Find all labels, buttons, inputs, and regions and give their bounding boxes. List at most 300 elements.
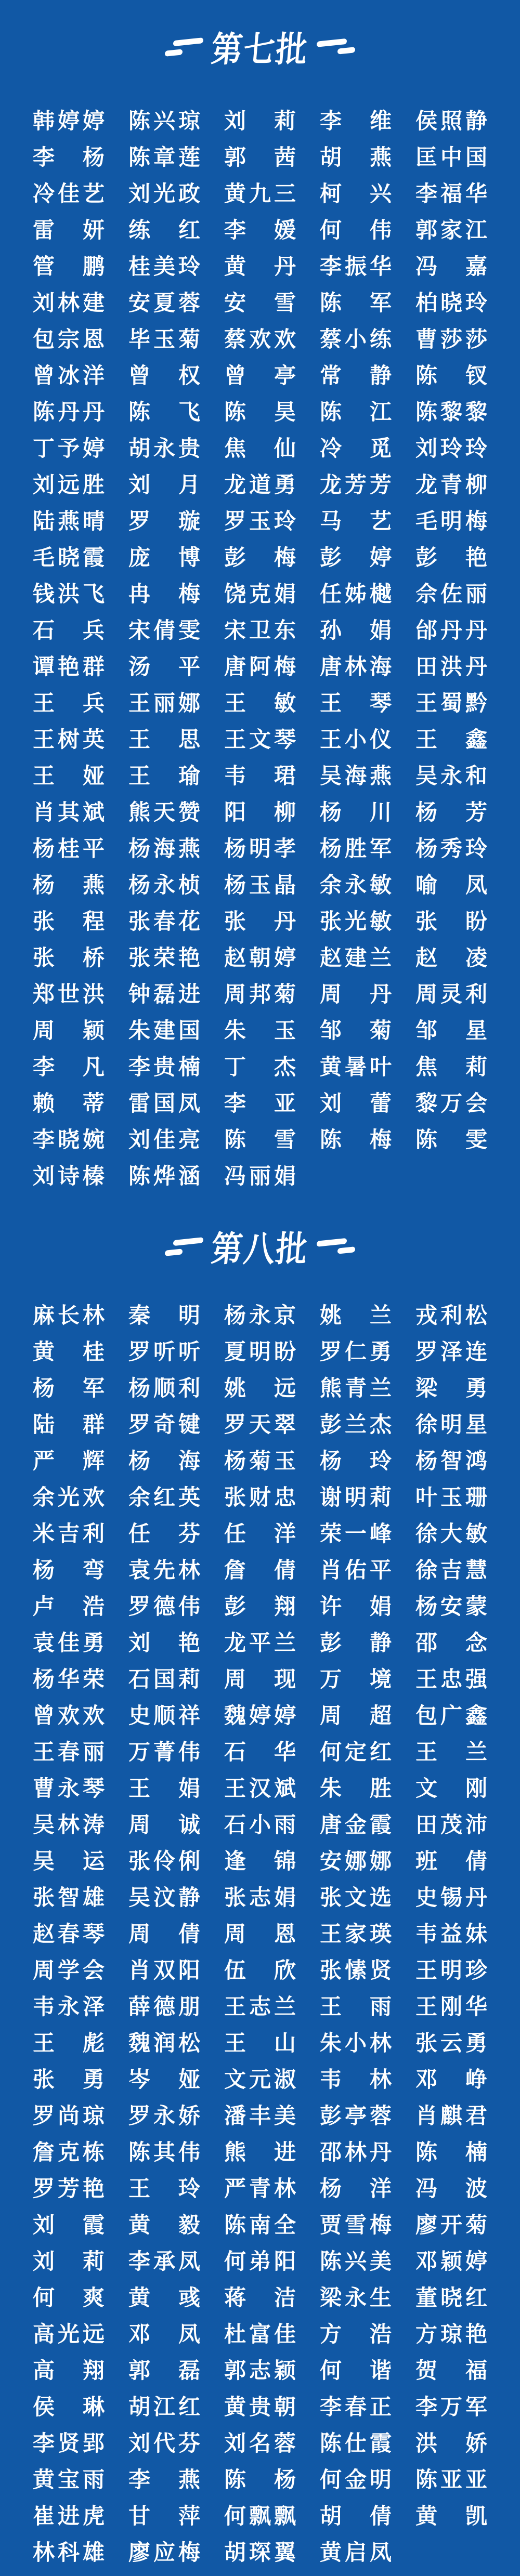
- person-name: 王 明 珍: [415, 1957, 487, 1983]
- person-name: 李 凡: [33, 1054, 105, 1080]
- person-name: 周 颖: [33, 1018, 105, 1043]
- person-name: 王 娟: [128, 1776, 200, 1801]
- person-name: 唐 阿 梅: [224, 654, 296, 679]
- person-name: 杨 华 荣: [33, 1666, 105, 1692]
- person-name: 钱 洪 飞: [33, 581, 105, 607]
- person-name: 方 琼 艳: [415, 2321, 487, 2347]
- person-name: 张 文 选: [320, 1885, 392, 1910]
- person-name: 罗 听 听: [128, 1339, 200, 1364]
- person-name: 郭 志 颖: [224, 2358, 296, 2383]
- person-name: 肖 麒 君: [415, 2103, 487, 2128]
- person-name: 刘 林 建: [33, 290, 105, 316]
- person-name: 王 春 丽: [33, 1739, 105, 1765]
- person-name: 王 树 英: [33, 727, 105, 752]
- person-name: 吴 运: [33, 1848, 105, 1874]
- person-name: 韦 益 妹: [415, 1921, 487, 1947]
- person-name: 黄 丹: [224, 254, 296, 279]
- person-name: 彭 婷: [320, 545, 392, 570]
- person-name: 蔡 欢 欢: [224, 326, 296, 352]
- person-name: 吴 汶 静: [128, 1885, 200, 1910]
- person-name: 何 弟 阳: [224, 2249, 296, 2274]
- person-name: 赵 凌: [415, 945, 487, 970]
- person-name: 何 伟: [320, 217, 392, 243]
- title-decoration-left: [165, 33, 203, 61]
- person-name: 李 贤 郢: [33, 2430, 105, 2456]
- person-name: 王 玲: [128, 2176, 200, 2201]
- person-name: 胡 倩: [320, 2503, 392, 2529]
- person-name: 汤 平: [128, 654, 200, 679]
- person-name: 赵 春 琴: [33, 1921, 105, 1947]
- person-name: 黎 万 会: [415, 1090, 487, 1116]
- person-name: 董 晓 红: [415, 2285, 487, 2310]
- person-name: 刘 代 芬: [128, 2430, 200, 2456]
- person-name: 王 雨: [320, 1994, 392, 2019]
- person-name: 宋 卫 东: [224, 617, 296, 643]
- person-name: 班 倩: [415, 1848, 487, 1874]
- person-name: 侯 琳: [33, 2394, 105, 2420]
- person-name: 罗 仁 勇: [320, 1339, 392, 1364]
- person-name: 肖 佑 平: [320, 1557, 392, 1583]
- person-name: 韦 珺: [224, 763, 296, 788]
- person-name: 肖 其 斌: [33, 799, 105, 825]
- person-name: 陈 楠: [415, 2139, 487, 2165]
- person-name: 王 思: [128, 727, 200, 752]
- person-name: 邹 菊: [320, 1018, 392, 1043]
- person-name: 周 邦 菊: [224, 981, 296, 1007]
- person-name: 钟 磊 进: [128, 981, 200, 1007]
- person-name: 何 金 明: [320, 2467, 392, 2492]
- person-name: 宋 倩 雯: [128, 617, 200, 643]
- person-name: 张 智 雄: [33, 1885, 105, 1910]
- person-name: 黄 九 三: [224, 181, 296, 206]
- person-name: 崔 进 虎: [33, 2503, 105, 2529]
- person-name: 李 晓 婉: [33, 1127, 105, 1152]
- person-name: 林 科 雄: [33, 2540, 105, 2565]
- person-name: 郑 世 洪: [33, 981, 105, 1007]
- person-name: 谭 艳 群: [33, 654, 105, 679]
- person-name: 彭 艳: [415, 545, 487, 570]
- person-name: 马 艺: [320, 508, 392, 534]
- person-name: 毛 明 梅: [415, 508, 487, 534]
- person-name: 郭 家 江: [415, 217, 487, 243]
- person-name: 安 雪: [224, 290, 296, 316]
- person-name: 吴 林 涛: [33, 1812, 105, 1837]
- person-name: 胡 琛 翼: [224, 2540, 296, 2565]
- person-name: 张 愫 贤: [320, 1957, 392, 1983]
- person-name: 王 汉 斌: [224, 1776, 296, 1801]
- person-name: 伍 欣: [224, 1957, 296, 1983]
- person-name: 张 春 花: [128, 909, 200, 934]
- person-name: 佘 佐 丽: [415, 581, 487, 607]
- person-name: 包 宗 恩: [33, 326, 105, 352]
- person-name: 田 洪 丹: [415, 654, 487, 679]
- person-name: 彭 梅: [224, 545, 296, 570]
- person-name: 刘 诗 榛: [33, 1163, 105, 1189]
- person-name: 杨 智 鸿: [415, 1448, 487, 1474]
- person-name: 邹 星: [415, 1018, 487, 1043]
- person-name: 张 光 敏: [320, 909, 392, 934]
- person-name: 罗 玉 玲: [224, 508, 296, 534]
- batch-8-name-grid: [0, 1297, 520, 2571]
- person-name: 熊 进: [224, 2139, 296, 2165]
- person-name: 吴 海 燕: [320, 763, 392, 788]
- person-name: 王 鑫: [415, 727, 487, 752]
- title-decoration-left: [165, 1232, 203, 1260]
- title-decoration-right: [317, 1232, 355, 1260]
- person-name: 张 勇: [33, 2067, 105, 2092]
- person-name: 冯 波: [415, 2176, 487, 2201]
- person-name: 陈 钗: [415, 363, 487, 388]
- person-name: 邰 丹 丹: [415, 617, 487, 643]
- person-name: 王 忠 强: [415, 1666, 487, 1692]
- person-name: 周 诚: [128, 1812, 200, 1837]
- person-name: 李 维: [320, 108, 392, 134]
- person-name: 朱 小 林: [320, 2030, 392, 2056]
- person-name: 刘 玲 玲: [415, 436, 487, 461]
- batch-7-title: [0, 26, 520, 68]
- person-name: 荣 一 峰: [320, 1521, 392, 1546]
- person-name: 王 家 瑛: [320, 1921, 392, 1947]
- person-name: 张 荣 艳: [128, 945, 200, 970]
- person-name: 岑 娅: [128, 2067, 200, 2092]
- person-name: 韩 婷 婷: [33, 108, 105, 134]
- section-batch-8: [0, 1226, 520, 2571]
- person-name: 罗 泽 连: [415, 1339, 487, 1364]
- person-name: 杨 弯: [33, 1557, 105, 1583]
- person-name: 孙 娟: [320, 617, 392, 643]
- person-name: 魏 润 松: [128, 2030, 200, 2056]
- person-name: 陆 燕 晴: [33, 508, 105, 534]
- person-name: 阳 柳: [224, 799, 296, 825]
- batch-8-title: [0, 1226, 520, 1270]
- person-name: 郭 茜: [224, 144, 296, 170]
- person-name: 龙 青 柳: [415, 472, 487, 497]
- person-name: 郭 磊: [128, 2358, 200, 2383]
- batch-8-title-text: 第八批: [210, 1229, 310, 1270]
- person-name: 焦 仙: [224, 436, 296, 461]
- person-name: 杨 海 燕: [128, 836, 200, 861]
- person-name: 麻 长 林: [33, 1303, 105, 1328]
- person-name: 陈 梅: [320, 1127, 392, 1152]
- person-name: 胡 永 贵: [128, 436, 200, 461]
- person-name: 刘 远 胜: [33, 472, 105, 497]
- person-name: 匡 中 国: [415, 144, 487, 170]
- person-name: 石 华: [224, 1739, 296, 1765]
- person-name: 何 飘 飘: [224, 2503, 296, 2529]
- person-name: 王 志 兰: [224, 1994, 296, 2019]
- person-name: 李 福 华: [415, 181, 487, 206]
- person-name: 安 夏 蓉: [128, 290, 200, 316]
- person-name: 杨 菊 玉: [224, 1448, 296, 1474]
- person-name: 张 桥: [33, 945, 105, 970]
- person-name: 雷 妍: [33, 217, 105, 243]
- person-name: 熊 天 赞: [128, 799, 200, 825]
- person-name: 王 瑜: [128, 763, 200, 788]
- person-name: 王 山: [224, 2030, 296, 2056]
- person-name: 曾 亭: [224, 363, 296, 388]
- person-name: 曹 莎 莎: [415, 326, 487, 352]
- person-name: 管 鹏: [33, 254, 105, 279]
- person-name: 黄 启 凤: [320, 2540, 392, 2565]
- person-name: 李 振 华: [320, 254, 392, 279]
- person-name: 邵 念: [415, 1630, 487, 1655]
- person-name: 包 广 鑫: [415, 1703, 487, 1728]
- person-name: 肖 双 阳: [128, 1957, 200, 1983]
- person-name: 文 元 淑: [224, 2067, 296, 2092]
- person-name: 夏 明 盼: [224, 1339, 296, 1364]
- person-name: 周 倩: [128, 1921, 200, 1947]
- person-name: 杨 洋: [320, 2176, 392, 2201]
- person-name: 余 红 英: [128, 1484, 200, 1510]
- person-name: 黄 毅: [128, 2212, 200, 2238]
- person-name: 任 姊 樾: [320, 581, 392, 607]
- person-name: 黄 贵 朝: [224, 2394, 296, 2420]
- person-name: 何 谐: [320, 2358, 392, 2383]
- person-name: 袁 先 林: [128, 1557, 200, 1583]
- person-name: 王 彪: [33, 2030, 105, 2056]
- person-name: 王 敏: [224, 690, 296, 716]
- person-name: 杨 军: [33, 1375, 105, 1401]
- person-name: 廖 应 梅: [128, 2540, 200, 2565]
- person-name: 李 承 凤: [128, 2249, 200, 2274]
- person-name: 徐 吉 慧: [415, 1557, 487, 1583]
- person-name: 周 现: [224, 1666, 296, 1692]
- person-name: 李 媛: [224, 217, 296, 243]
- person-name: 罗 德 伟: [128, 1594, 200, 1619]
- person-name: 练 红: [128, 217, 200, 243]
- person-name: 韦 永 泽: [33, 1994, 105, 2019]
- person-name: 袁 佳 勇: [33, 1630, 105, 1655]
- person-name: 张 云 勇: [415, 2030, 487, 2056]
- person-name: 杨 安 蒙: [415, 1594, 487, 1619]
- person-name: 杨 秀 玲: [415, 836, 487, 861]
- person-name: 熊 青 兰: [320, 1375, 392, 1401]
- person-name: 王 娅: [33, 763, 105, 788]
- person-name: 万 菁 伟: [128, 1739, 200, 1765]
- person-name: 曾 权: [128, 363, 200, 388]
- person-name: 雷 国 凤: [128, 1090, 200, 1116]
- person-name: 杨 永 桢: [128, 872, 200, 898]
- person-name: 洪 娇: [415, 2430, 487, 2456]
- person-name: 赖 蒂: [33, 1090, 105, 1116]
- person-name: 杨 桂 平: [33, 836, 105, 861]
- person-name: 侯 照 静: [415, 108, 487, 134]
- person-name: 冯 嘉: [415, 254, 487, 279]
- person-name: 任 洋: [224, 1521, 296, 1546]
- person-name: 杨 海: [128, 1448, 200, 1474]
- person-name: 张 盼: [415, 909, 487, 934]
- person-name: 安 娜 娜: [320, 1848, 392, 1874]
- person-name: 朱 玉: [224, 1018, 296, 1043]
- person-name: 王 刚 华: [415, 1994, 487, 2019]
- person-name: 史 顺 祥: [128, 1703, 200, 1728]
- person-name: 杨 明 孝: [224, 836, 296, 861]
- person-name: 黄 桂: [33, 1339, 105, 1364]
- batch-7-title-text: 第七批: [210, 29, 310, 70]
- person-name: 贺 福: [415, 2358, 487, 2383]
- person-name: 龙 平 兰: [224, 1630, 296, 1655]
- person-name: 余 永 敏: [320, 872, 392, 898]
- person-name: 吴 永 和: [415, 763, 487, 788]
- person-name: 徐 明 星: [415, 1412, 487, 1437]
- person-name: 张 志 娟: [224, 1885, 296, 1910]
- person-name: 刘 艳: [128, 1630, 200, 1655]
- person-name: 李 亚: [224, 1090, 296, 1116]
- person-name: 刘 蕾: [320, 1090, 392, 1116]
- person-name: 陈 烨 涵: [128, 1163, 200, 1189]
- person-name: 常 静: [320, 363, 392, 388]
- person-name: 逢 锦: [224, 1848, 296, 1874]
- person-name: 陈 军: [320, 290, 392, 316]
- person-name: 杜 富 佳: [224, 2321, 296, 2347]
- person-name: 彭 兰 杰: [320, 1412, 392, 1437]
- person-name: 黄 宝 雨: [33, 2467, 105, 2492]
- person-name: 高 光 远: [33, 2321, 105, 2347]
- person-name: 刘 光 政: [128, 181, 200, 206]
- person-name: 刘 佳 亮: [128, 1127, 200, 1152]
- person-name: 陈 雪: [224, 1127, 296, 1152]
- section-batch-7: [0, 26, 520, 1194]
- person-name: 姚 远: [224, 1375, 296, 1401]
- person-name: 陈 昊: [224, 399, 296, 425]
- person-name: 黄 暑 叶: [320, 1054, 392, 1080]
- person-name: 谢 明 莉: [320, 1484, 392, 1510]
- person-name: 冉 梅: [128, 581, 200, 607]
- person-name: 庞 博: [128, 545, 200, 570]
- person-name: 蒋 洁: [224, 2285, 296, 2310]
- person-name: 邓 凤: [128, 2321, 200, 2347]
- person-name: 刘 月: [128, 472, 200, 497]
- person-name: 焦 莉: [415, 1054, 487, 1080]
- person-name: 罗 奇 键: [128, 1412, 200, 1437]
- person-name: 赵 建 兰: [320, 945, 392, 970]
- person-name: 张 财 忠: [224, 1484, 296, 1510]
- person-name: 胡 燕: [320, 144, 392, 170]
- person-name: 李 贵 楠: [128, 1054, 200, 1080]
- person-name: 张 伶 俐: [128, 1848, 200, 1874]
- person-name: 任 芬: [128, 1521, 200, 1546]
- title-decoration-right: [317, 33, 355, 61]
- person-name: 罗 天 翠: [224, 1412, 296, 1437]
- person-name: 徐 大 敏: [415, 1521, 487, 1546]
- person-name: 严 青 林: [224, 2176, 296, 2201]
- person-name: 石 国 莉: [128, 1666, 200, 1692]
- person-name: 姚 兰: [320, 1303, 392, 1328]
- person-name: 卢 浩: [33, 1594, 105, 1619]
- person-name: 唐 金 霞: [320, 1812, 392, 1837]
- person-name: 李 万 军: [415, 2394, 487, 2420]
- person-name: 陈 章 莲: [128, 144, 200, 170]
- person-name: 何 定 红: [320, 1739, 392, 1765]
- person-name: 龙 道 勇: [224, 472, 296, 497]
- person-name: 王 琴: [320, 690, 392, 716]
- person-name: 邵 林 丹: [320, 2139, 392, 2165]
- person-name: 秦 明: [128, 1303, 200, 1328]
- person-name: 甘 萍: [128, 2503, 200, 2529]
- person-name: 周 恩: [224, 1921, 296, 1947]
- person-name: 刘 莉: [224, 108, 296, 134]
- person-name: 万 境: [320, 1666, 392, 1692]
- person-name: 彭 亭 蓉: [320, 2103, 392, 2128]
- person-name: 王 小 仪: [320, 727, 392, 752]
- person-name: 石 兵: [33, 617, 105, 643]
- person-name: 黄 彧: [128, 2285, 200, 2310]
- person-name: 喻 凤: [415, 872, 487, 898]
- person-name: 邓 颖 婷: [415, 2249, 487, 2274]
- person-name: 毛 晓 霞: [33, 545, 105, 570]
- person-name: 周 丹: [320, 981, 392, 1007]
- person-name: 陈 黎 黎: [415, 399, 487, 425]
- person-name: 周 灵 利: [415, 981, 487, 1007]
- person-name: 米 吉 利: [33, 1521, 105, 1546]
- person-name: 詹 倩: [224, 1557, 296, 1583]
- person-name: 胡 江 红: [128, 2394, 200, 2420]
- person-name: 冷 觅: [320, 436, 392, 461]
- person-name: 潘 丰 美: [224, 2103, 296, 2128]
- person-name: 严 辉: [33, 1448, 105, 1474]
- person-name: 杨 川: [320, 799, 392, 825]
- person-name: 叶 玉 珊: [415, 1484, 487, 1510]
- person-name: 王 兰: [415, 1739, 487, 1765]
- person-name: 戎 利 松: [415, 1303, 487, 1328]
- person-name: 陈 兴 美: [320, 2249, 392, 2274]
- person-name: 罗 芳 艳: [33, 2176, 105, 2201]
- person-name: 杨 芳: [415, 799, 487, 825]
- person-name: 周 超: [320, 1703, 392, 1728]
- person-name: 李 燕: [128, 2467, 200, 2492]
- person-name: 赵 朝 婷: [224, 945, 296, 970]
- person-name: 魏 婷 婷: [224, 1703, 296, 1728]
- person-name: 唐 林 海: [320, 654, 392, 679]
- person-name: 杨 玲: [320, 1448, 392, 1474]
- person-name: 曾 欢 欢: [33, 1703, 105, 1728]
- person-name: 何 爽: [33, 2285, 105, 2310]
- person-name: 史 锡 丹: [415, 1885, 487, 1910]
- person-name: 杨 玉 晶: [224, 872, 296, 898]
- person-name: 许 娟: [320, 1594, 392, 1619]
- person-name: 朱 胜: [320, 1776, 392, 1801]
- person-name: 梁 永 生: [320, 2285, 392, 2310]
- person-name: 廖 开 菊: [415, 2212, 487, 2238]
- person-name: 邓 峥: [415, 2067, 487, 2092]
- person-name: 薛 德 朋: [128, 1994, 200, 2019]
- person-name: 彭 静: [320, 1630, 392, 1655]
- person-name: 王 兵: [33, 690, 105, 716]
- person-name: 冯 丽 娟: [224, 1163, 296, 1189]
- batch-7-name-grid: [0, 103, 520, 1194]
- person-name: 陈 丹 丹: [33, 399, 105, 425]
- person-name: 柯 兴: [320, 181, 392, 206]
- person-name: 张 丹: [224, 909, 296, 934]
- person-name: 彭 翔: [224, 1594, 296, 1619]
- person-name: 贾 雪 梅: [320, 2212, 392, 2238]
- person-name: 陈 飞: [128, 399, 200, 425]
- person-name: 罗 永 娇: [128, 2103, 200, 2128]
- person-name: 朱 建 国: [128, 1018, 200, 1043]
- person-name: 刘 莉: [33, 2249, 105, 2274]
- person-name: 方 浩: [320, 2321, 392, 2347]
- person-name: 陆 群: [33, 1412, 105, 1437]
- person-name: 刘 名 蓉: [224, 2430, 296, 2456]
- person-name: 龙 芳 芳: [320, 472, 392, 497]
- person-name: 杨 胜 军: [320, 836, 392, 861]
- person-name: 石 小 雨: [224, 1812, 296, 1837]
- person-name: 周 学 会: [33, 1957, 105, 1983]
- person-name: 丁 予 婷: [33, 436, 105, 461]
- person-name: 文 刚: [415, 1776, 487, 1801]
- person-name: 陈 仕 霞: [320, 2430, 392, 2456]
- person-name: 罗 璇: [128, 508, 200, 534]
